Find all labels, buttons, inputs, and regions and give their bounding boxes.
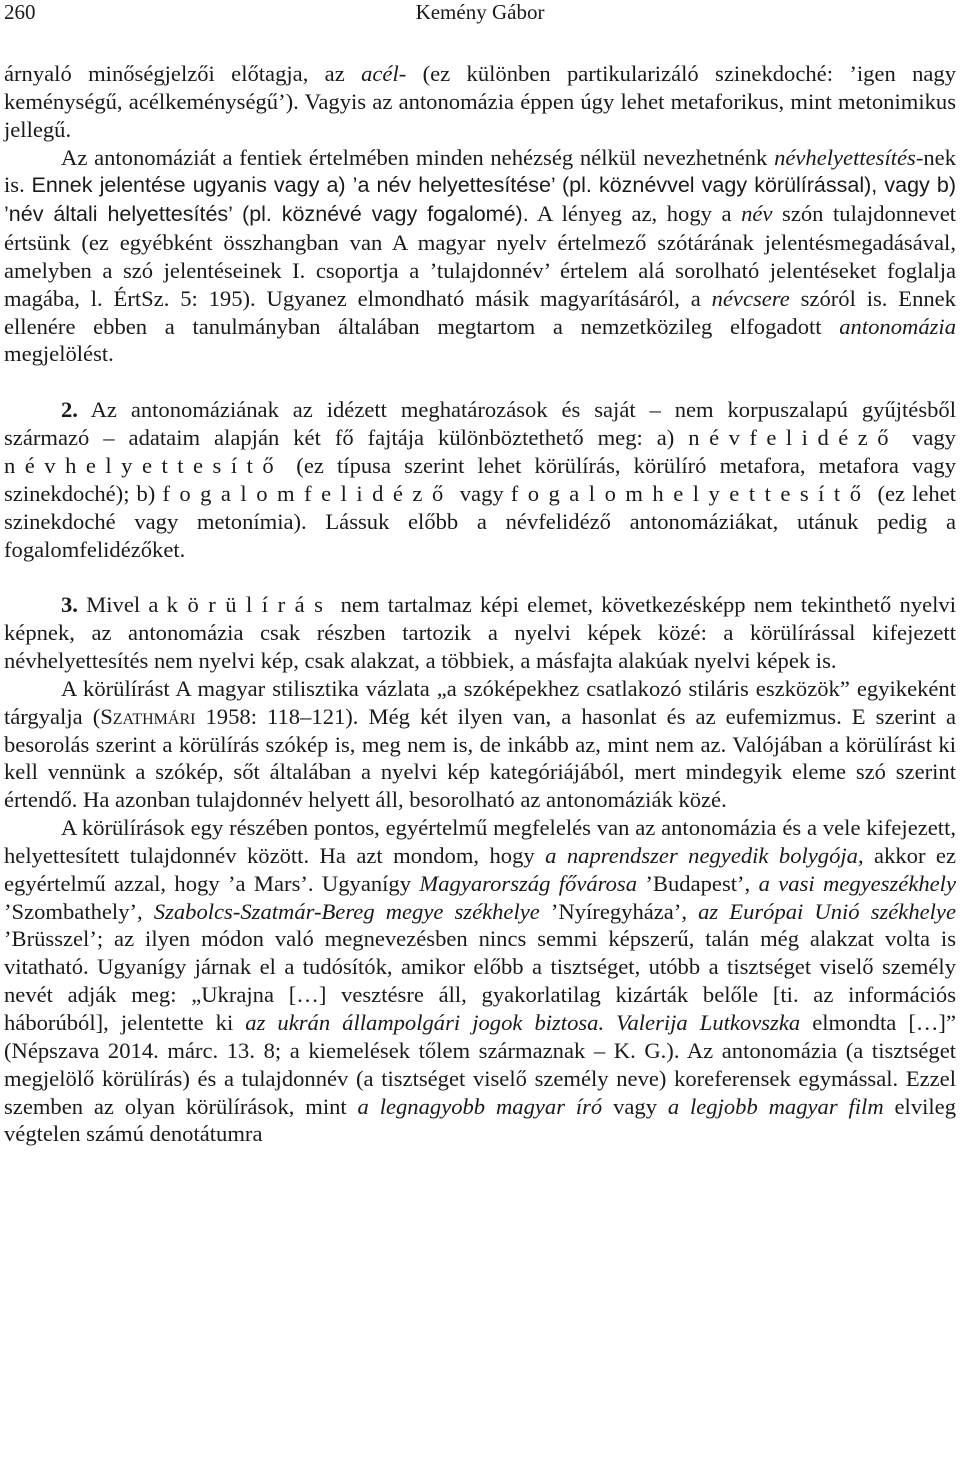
paragraph-2: Az antonomáziát a fentiek értelmében minden nehézség nélkül nevezhetnénk névhelyettesítés-nek is. Ennek jelentése ugyanis vagy a) ’a név helyettesítése’ (pl. köznévvel vagy körülírással), vagy b) ’név általi helyettesítés’ (pl. köznévé vagy fogalomé). A lényeg az, hogy a név szón tulajdonnevet értsünk (ez egyébként összhangban van A magyar nyelv értelmező szótárának jelentésmegadásával, amelyben a szó jelentéseinek I. csoportja a ’tulajdonnév’ értelem alá sorolható jelentéseket foglalja magába, l. ÉrtSz. 5: 195). Ugyanez elmondható másik magyarításáról, a névcsere szóról is. Ennek ellenére ebben a tanulmányban általában megtartom a nemzetközileg elfogadott antonomázia megjelölést. <box>4 144 957 367</box>
document-page <box>4 0 956 1148</box>
paragraph-5: A körülírást A magyar stilisztika vázlata „a szóképekhez csatlakozó stiláris eszközök” egyikeként tárgyalja (Szathmári 1958: 118–121). Még két ilyen van, a hasonlat és az eufemizmus. E szerint a besorolás szerint a körülírás szókép is, meg nem is, de inkább az, mint nem az. Valójában a körülírást ki kell vennünk a szókép, sőt általában a nyelvi kép kategóriájából, mert mindegyik eleme szó szerint értendő. Ha azonban tulajdonnév helyett áll, besorolható az antonomáziák közé. <box>4 675 956 813</box>
paragraph-6: A körülírások egy részében pontos, egyértelmű megfelelés van az antonomázia és a vele kifejezett, helyettesített tulajdonnév között. Ha azt mondom, hogy a naprendszer negyedik bolygója, akkor ez egyértelmű azzal, hogy ’a Mars’. Ugyanígy Magyarország fővárosa ’Budapest’, a vasi megyeszékhely ’Szombathely’, Szabolcs-Szatmár-Bereg megye székhelye ’Nyíregyháza’, az Európai Unió székhelye ’Brüsszel’; az ilyen módon való megnevezésben nincs semmi képszerű, talán még alakzat volta is vitatható. Ugyanígy járnak el a tudósítók, amikor előbb a tisztséget, utóbb a tisztséget viselő személy nevét adják meg: „Ukrajna […] vesztésre áll, gyakorlatilag kizárták belőle [ti. az információs háborúból], jelentette ki az ukrán állampolgári jogok biztosa. Valerija Lutkovszka elmondta […]” (Népszava 2014. márc. 13. 8; a kiemelések tőlem származnak – K. G.). Az antonomázia (a tisztséget megjelölő körülírás) és a tulajdonnév (a tisztséget viselő személy neve) koreferensek egymással. Ezzel szemben az olyan körülírások, mint a legnagyobb magyar író vagy a legjobb magyar film elvileg végtelen számú denotátumra <box>4 815 956 1147</box>
section-2-paragraph: 2. Az antonomáziának az idézett meghatározások és saját – nem korpuszalapú gyűjtésből származó – adataim alapján két fő fajtája különböztethető meg: a) névfelidéző vagy névhelyettesítő (ez típusa szerint lehet körülírás, körülíró metafora, metafora vagy szinekdoché); b) fogalomfelidéző vagy fogalomhelyettesítő (ez lehet szinekdoché vagy metonímia). Lássuk előbb a névfelidéző antonomáziákat, utánuk pedig a fogalomfelidézőket. <box>4 397 956 562</box>
section-number: 2. <box>61 397 78 423</box>
running-head-author: Kemény Gábor <box>415 0 545 24</box>
section-3-paragraph: 3. Mivel a körülírás nem tartalmaz képi elemet, következésképp nem tekinthető nyelvi képnek, az antonomázia csak részben tartozik a nyelvi képek közé: a körülírással kifejezett névhelyettesítés nem nyelvi kép, csak alakzat, a többiek, a másfajta alakúak nyelvi képek is. <box>4 592 956 674</box>
body-text <box>4 60 956 1148</box>
page-number: 260 <box>4 0 36 24</box>
section-number: 3. <box>61 592 78 618</box>
running-header <box>4 0 956 31</box>
paragraph-1: árnyaló minőségjelzői előtagja, az acél- (ez különben partikularizáló szinekdoché: ’igen nagy keménységű, acélkeménységű’). Vagyis az antonomázia éppen úgy lehet metaforikus, mint metonimikus jellegű. <box>4 61 956 142</box>
author-citation: Szathmári <box>100 703 196 729</box>
